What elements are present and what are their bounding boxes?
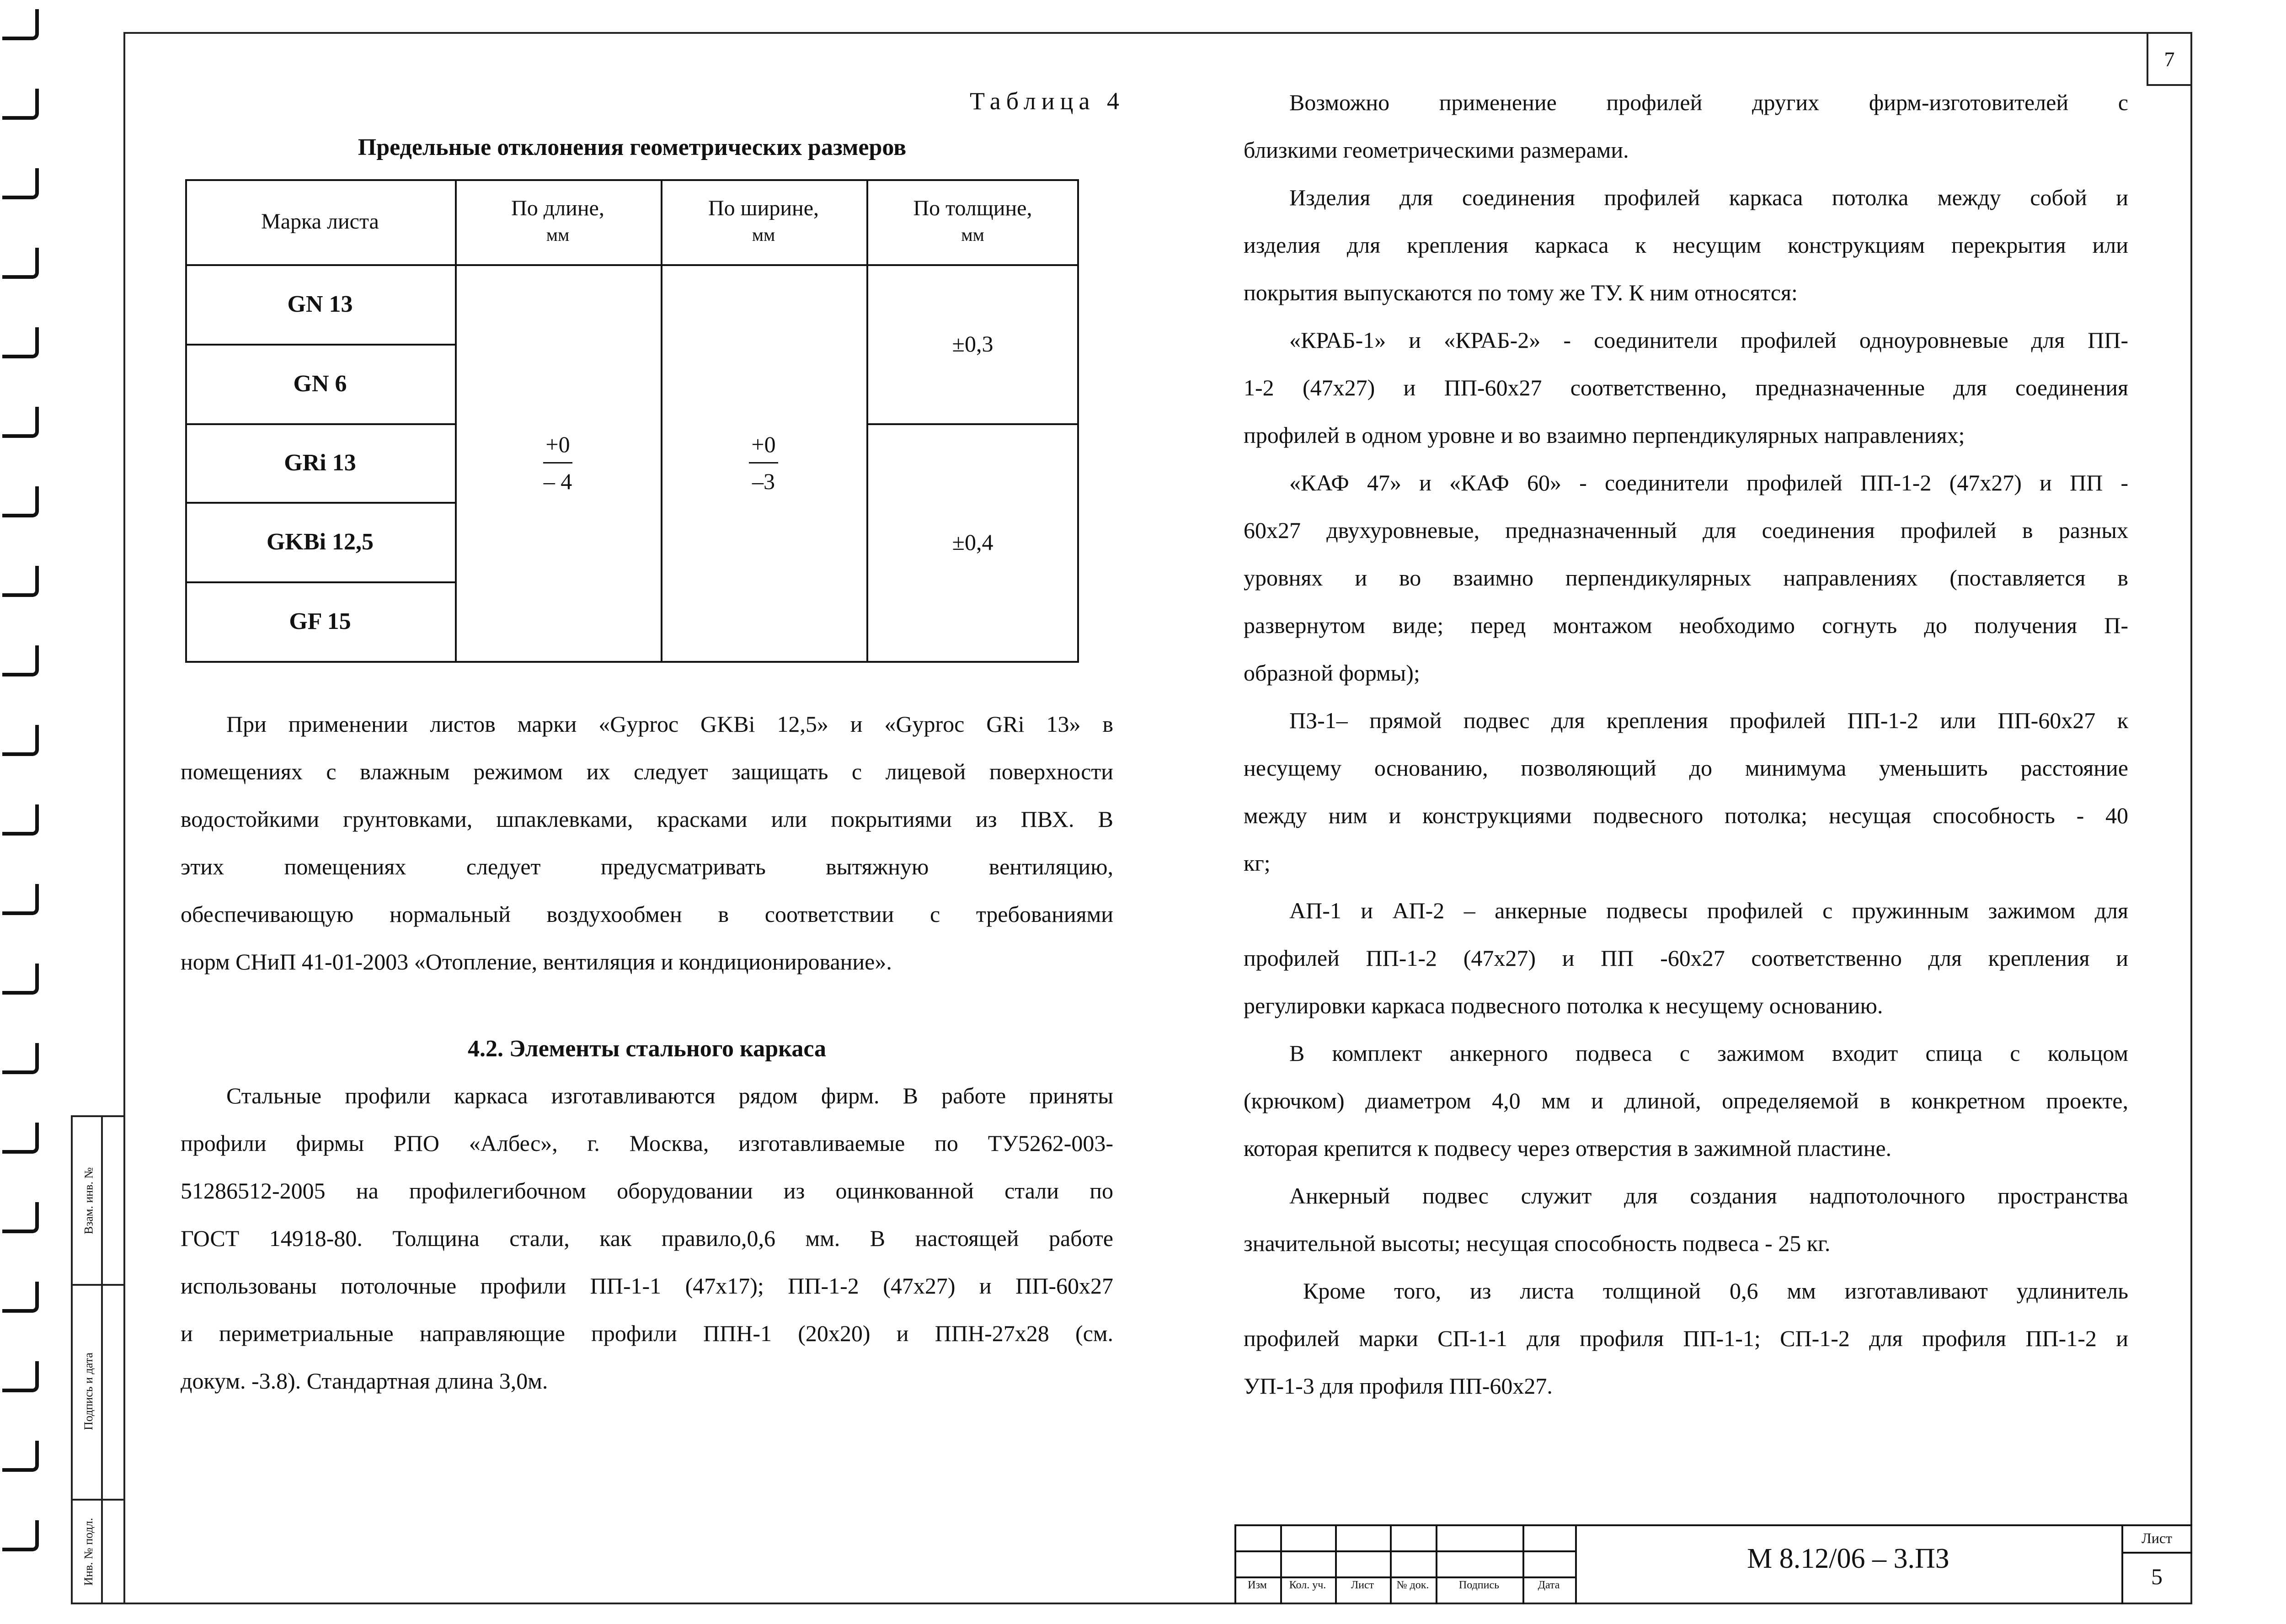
strip-column-divider: [101, 1117, 103, 1603]
col-signature: Подпись: [1458, 1579, 1500, 1591]
col-change: Изм: [1248, 1579, 1267, 1591]
col-count: Кол. уч.: [1289, 1579, 1326, 1591]
binding-mark: [2, 1043, 39, 1074]
binding-mark: [2, 89, 39, 120]
binding-mark: [2, 725, 39, 756]
left-paragraph-moisture: При применении листов марки «Gyproc GKBi 12,5» и «Gyproc GRi 13» в помещениях с влажным режимом их следует защищать с лицевой поверхности водостойкими грунтовками, шпаклевками, красками или покрытиями из ПВХ. В этих помещениях следует предусматривать вытяжную вентиляцию, обеспечивающую нормальный воздухообмен в соответствии с требованиями норм СНиП 41-01-2003 «Отопление, вентиляция и кондиционирование».: [181, 711, 1113, 974]
thickness-tolerance-top: ±0,3: [952, 331, 993, 357]
sheet-label: Лист: [2141, 1530, 2172, 1546]
binding-mark: [2, 407, 39, 438]
orig-inv-label: Инв. № подл.: [82, 1518, 95, 1586]
header-length: По длине, мм: [511, 196, 604, 245]
row-label: GN 13: [287, 291, 353, 317]
row-label: GKBi 12,5: [266, 528, 374, 555]
replace-inv-label: Взам. инв. №: [82, 1167, 95, 1234]
binding-mark: [2, 884, 39, 915]
binding-mark: [2, 1361, 39, 1392]
binding-mark: [2, 486, 39, 517]
sheet-number: 5: [2151, 1564, 2163, 1589]
row-label: GN 6: [293, 370, 347, 397]
binding-mark: [2, 1520, 39, 1551]
section-heading: 4.2. Элементы стального каркаса: [467, 1036, 827, 1062]
col-date: Дата: [1538, 1579, 1560, 1591]
row-label: GF 15: [289, 608, 351, 634]
binding-mark: [2, 248, 39, 279]
page-number-box: 7: [2147, 32, 2192, 86]
binding-mark: [2, 645, 39, 676]
binding-mark: [2, 168, 39, 199]
side-stamp: [71, 1115, 123, 1604]
table-title: Предельные отклонения геометрических размеров: [358, 134, 907, 160]
tolerance-table: [185, 179, 1079, 663]
title-block: [1234, 1524, 2192, 1604]
header-width: По ширине, мм: [708, 196, 819, 245]
col-doc-no: № док.: [1396, 1579, 1429, 1591]
binding-mark: [2, 964, 39, 995]
header-sheet-mark: Марка листа: [261, 209, 379, 234]
right-column-text: Возможно применение профилей других фирм-изготовителей с близкими геометрическими размерами. Изделия для соединения профилей каркаса потолка между собой и изделия для крепления каркаса к несущим конструкциям перекрытия или покрытия выпускаются по тому же ТУ. К ним относятся: «КРАБ-1» и «КРАБ-2» - соединители профилей одноуровневые для ПП- 1-2 (47х27) и ПП-60х27 соответственно, предназначенные для соединения профилей в одном уровне и во взаимно перпендикулярных направлениях; «КАФ 47» и «КАФ 60» - соединители профилей ПП-1-2 (47х27) и ПП - 60х27 двухуровневые, предназначенный для соединения профилей в разных уровнях и во взаимно перпендикулярных направлениях (поставляется в развернутом виде; перед монтажом необходимо согнуть до получения П- образной формы); ПЗ-1– прямой подвес для крепления профилей ПП-1-2 или ПП-60х27 к несущему основанию, позволяющий до минимума уменьшить расстояние между ним и конструкциями подвесного потолка; несущая способность - 40 кг; АП-1 и АП-2 – анкерные подвесы профилей с пружинным зажимом для профилей ПП-1-2 (47х27) и ПП -60х27 соответственно для крепления и регулировки каркаса подвесного потолка к несущему основанию. В комплект анкерного подвеса с зажимом входит спица с кольцом (крючком) диаметром 4,0 мм и длиной, определяемой в конкретном проекте, которая крепится к подвесу через отверстия в зажимной пластине. Анкерный подвес служит для создания надпотолочного пространства значительной высоты; несущая способность подвеса - 25 кг. Кроме того, из листа толщиной 0,6 мм изготавливают удлинитель профилей марки СП-1-1 для профиля ПП-1-1; СП-1-2 для профиля ПП-1-2 и УП-1-3 для профиля ПП-60х27.: [1244, 90, 2128, 1399]
length-tolerance: $\frac{+0}{- 4}$: [543, 431, 572, 494]
header-thickness: По толщине, мм: [913, 196, 1032, 245]
width-tolerance: $\frac{+0}{-3}$: [661, 264, 866, 661]
binding-mark: [2, 1202, 39, 1233]
binding-mark: [2, 327, 39, 358]
sign-date-label: Подпись и дата: [82, 1352, 95, 1430]
table-caption: Таблица 4: [970, 87, 1125, 115]
binding-mark: [2, 1441, 39, 1472]
binding-mark: [2, 9, 39, 40]
left-paragraph-steel-frame: Стальные профили каркаса изготавливаются рядом фирм. В работе приняты профили фирмы РПО «Албес», г. Москва, изготавливаемые по ТУ5262-003- 51286512-2005 на профилегибочном оборудовании из оцинкованной стали по ГОСТ 14918-80. Толщина стали, как правило,0,6 мм. В настоящей работе использованы потолочные профили ПП-1-1 (47х17); ПП-1-2 (47х27) и ПП-60х27 и периметриальные направляющие профили ППН-1 (20х20) и ППН-27х28 (см. докум. -3.8). Стандартная длина 3,0м.: [181, 1083, 1113, 1394]
binding-mark: [2, 566, 39, 597]
document-code: М 8.12/06 – 3.ПЗ: [1747, 1543, 1950, 1574]
binding-mark: [2, 1282, 39, 1313]
thickness-tolerance-bottom: ±0,4: [952, 529, 993, 555]
col-sheet: Лист: [1351, 1579, 1374, 1591]
row-label: GRi 13: [284, 449, 356, 476]
binding-mark: [2, 1123, 39, 1154]
binding-mark: [2, 804, 39, 836]
